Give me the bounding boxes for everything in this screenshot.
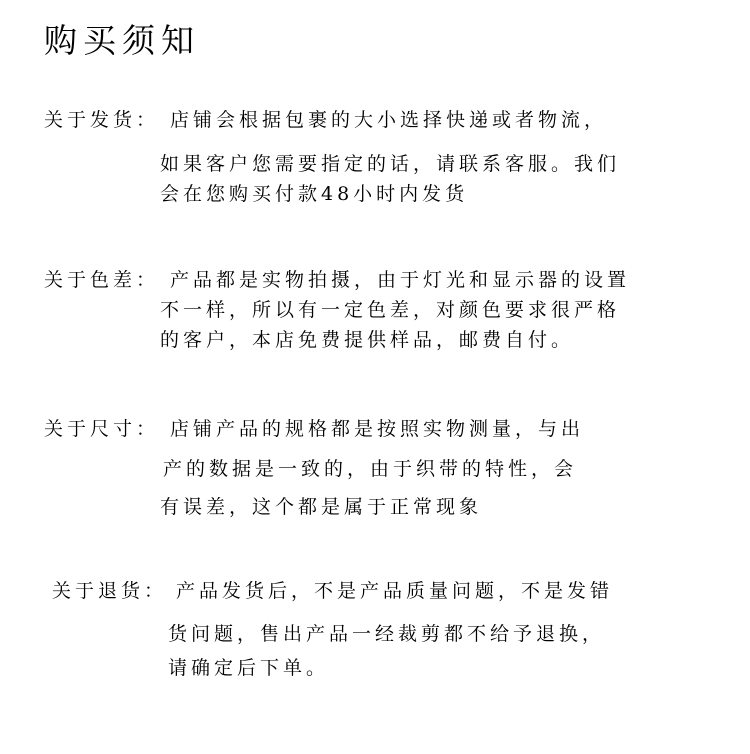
shipping-text-line: 店铺会根据包裹的大小选择快递或者物流，: [170, 109, 608, 131]
returns-label: 关于退货：: [52, 580, 168, 602]
size-text-line: 产的数据是一致的，由于织带的特性，会: [163, 458, 578, 480]
page-title: 购买须知: [44, 21, 200, 60]
shipping-text-line: 会在您购买付款48小时内发货: [160, 183, 469, 205]
size-text-line: 有误差，这个都是属于正常现象: [160, 496, 483, 518]
color-difference-label: 关于色差：: [44, 269, 160, 291]
color-difference-text-line: 不一样，所以有一定色差，对颜色要求很严格: [160, 299, 621, 321]
size-label: 关于尺寸：: [44, 418, 160, 440]
shipping-label: 关于发货：: [44, 109, 160, 131]
returns-text-line: 产品发货后，不是产品质量问题，不是发错: [176, 580, 614, 602]
size-text-line: 店铺产品的规格都是按照实物测量，与出: [170, 418, 585, 440]
color-difference-text-line: 产品都是实物拍摄，由于灯光和显示器的设置: [170, 269, 631, 291]
returns-text-line: 请确定后下单。: [168, 657, 330, 679]
shipping-text-line: 如果客户您需要指定的话，请联系客服。我们: [160, 153, 621, 175]
color-difference-text-line: 的客户，本店免费提供样品，邮费自付。: [160, 329, 575, 351]
returns-text-line: 货问题，售出产品一经裁剪都不给予退换，: [168, 623, 606, 645]
